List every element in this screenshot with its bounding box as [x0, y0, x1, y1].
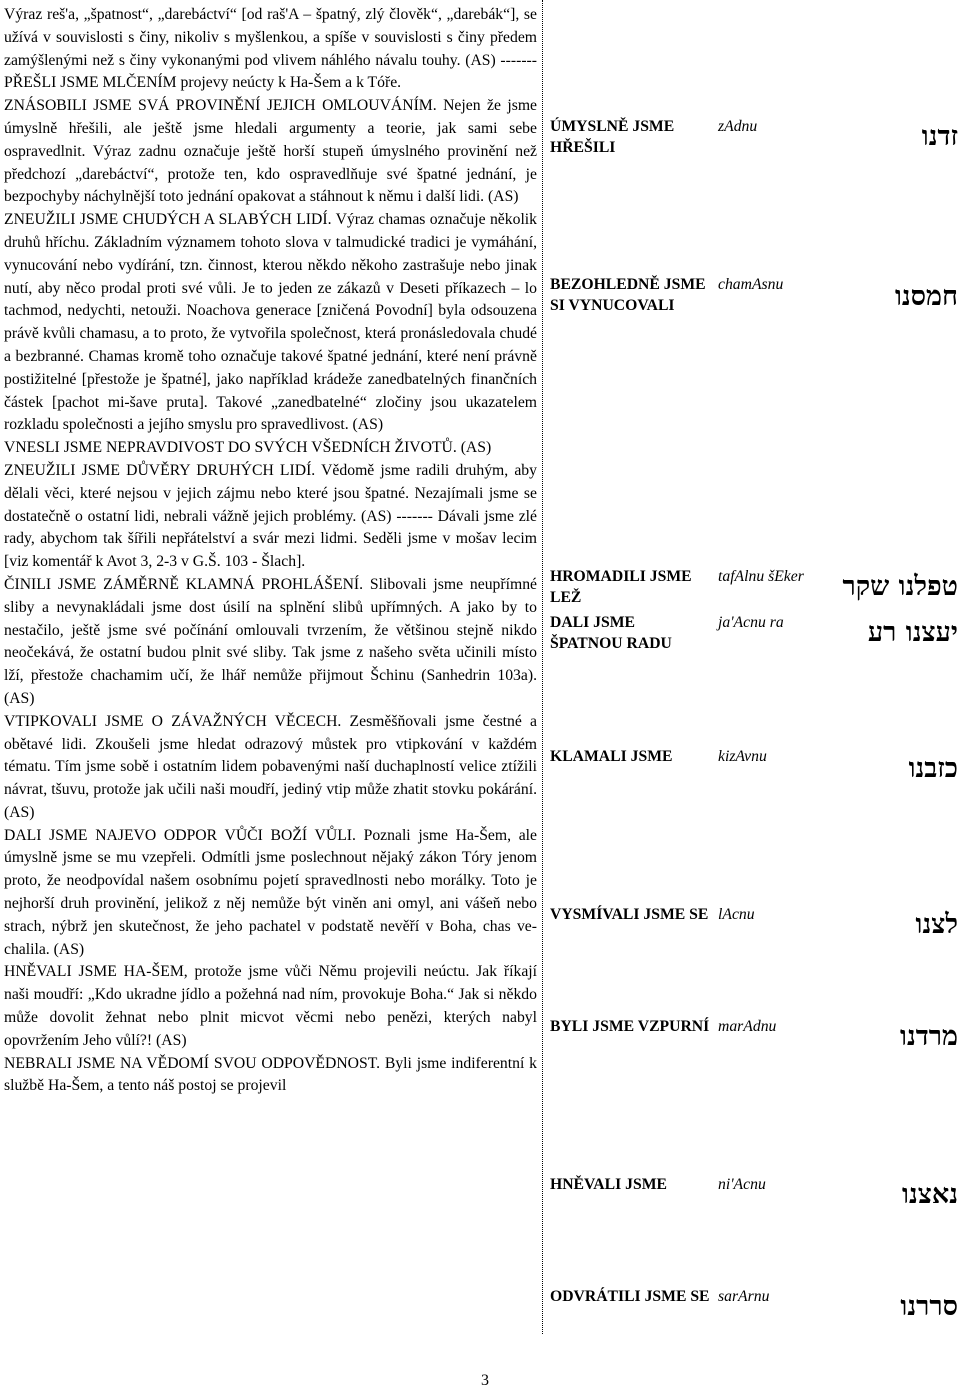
entry-czech-kizavnu: KLAMALI JSME	[550, 748, 673, 765]
commentary-column	[4, 4, 537, 1098]
paragraph-sararnu: NEBRALI JSME NA VĚDOMÍ SVOU ODPOVĚDNOST. Byli jsme indiferentní k službě Ha-Šem, a tento náš postoj se projevil	[4, 1054, 537, 1095]
entry-translit-kizavnu: kizAvnu	[718, 748, 767, 765]
entry-hebrew-tafalnu: טפלנו שקר	[842, 571, 958, 602]
entry-translit-maradnu: marAdnu	[718, 1018, 777, 1035]
entry-hebrew-jaacnu: יעצנו רע	[867, 617, 958, 648]
paragraph-zadnu: ZNÁSOBILI JSME SVÁ PROVINĚNÍ JEJICH OMLOUVÁNÍM. Nejen že jsme úmyslně hřešili, ale ještě jsme hledali argumenty a teorie, jak sami sebe ospravedlnit. Výraz zadnu označuje ještě horší stupeň úmyslného provinění než předchozí „darebáctví“, protože ten, kdo ospravedlňuje své špatné jednání, je bezpochyby náchylnější toto jednání opakovat a stáhnout k němu i další lidi. (AS)	[4, 97, 537, 206]
entry-hebrew-maradnu: מרדנו	[900, 1021, 958, 1052]
paragraph-kizavnu: ČINILI JSME ZÁMĚRNĚ KLAMNÁ PROHLÁŠENÍ. Slibovali jsme neupřímné sliby a nevynakládali jsme dost úsilí na splnění slibů upřímných. A jako by to nestačilo, ještě jsme své počínání omlouvali tvrzením, že většinou stejně nikdo neočekává, že ostatní budou plnit své sliby. Tak jsme z našeho světa učinili místo lží, přestože chachamim učí, že lhář nemůže přijmout Šchinu (Sanhedrin 103a). (AS)	[4, 575, 537, 707]
entry-translit-sararnu: sarArnu	[718, 1288, 770, 1305]
entry-translit-niacnu: ni'Acnu	[718, 1176, 766, 1193]
paragraph-lacnu: VTIPKOVALI JSME O ZÁVAŽNÝCH VĚCECH. Zesměšňovali jsme čestné a obětavé lidi. Zkoušeli jsme hledat odrazový můstek pro vtipkování v každém tématu. Tím jsme sobě i ostatním lidem pobavenými naší duchaplností velice ztížili návrat, tšuvu, protože jak učili naši moudří, jediný vtip může zhatit stovku pokárání. (AS)	[4, 712, 537, 821]
entry-translit-jaacnu: ja'Acnu ra	[718, 614, 784, 631]
paragraph-maradnu: DALI JSME NAJEVO ODPOR VŮČI BOŽÍ VŮLI. Poznali jsme Ha-Šem, ale úmyslně jsme se mu vzepřeli. Odmítli jsme poslechnout nějaký zákon Tóry jenom proto, že neodpovídal našem osobnímu pojetí spravedlnosti nebo morálky. Toto je nejhorší druh provinění, jelikož z něj nemůže být viněn ani omyl, ani vášeň nebo strach, nýbrž jen skutečnost, že jeho pachatel v podstatě nevěří v Boha, chas ve-chalila. (AS)	[4, 826, 537, 958]
entry-hebrew-sararnu: סררנו	[900, 1291, 958, 1322]
entry-czech-lacnu: VYSMÍVALI JSME SE	[550, 906, 709, 923]
paragraph-resa: Výraz reš'a, „špatnost“, „darebáctví“ [od raš'A – špatný, zlý člověk“, „darebák“], se užívá v souvislosti s činy, nikoliv s myšlenkou, a spíše v souvislosti s činy předem zamýšlenými než s činy vykonanými pod vlivem náhlého návalu touhy. (AS) ------- PŘEŠLI JSME MLČENÍM projevy neúcty k Ha-Šem a k Tóře.	[4, 6, 537, 92]
entry-hebrew-lacnu: לצנו	[915, 909, 958, 940]
entry-czech-maradnu: BYLI JSME VZPURNÍ	[550, 1018, 710, 1035]
paragraph-jaacnu: ZNEUŽILI JSME DŮVĚRY DRUHÝCH LIDÍ. Vědomě jsme radili druhým, aby dělali věci, které nejsou v jejich zájmu nebo které jsou špatné. Nezajímali jsme se dostatečně o ostatní lidi, nebrali vážně jejich problémy. (AS) ------- Dávali jsme zlé rady, abychom tak šířili nepřátelství a svár mezi lidmi. Seděli jsme v mošav lecim [viz komentář k Avot 3, 2-3 v G.Š. 103 - Šlach].	[4, 461, 537, 571]
column-divider	[542, 0, 544, 1334]
entry-hebrew-niacnu: נאצנו	[902, 1179, 958, 1210]
entry-hebrew-zadnu: זדנו	[921, 121, 958, 152]
entry-translit-zadnu: zAdnu	[718, 118, 758, 135]
entry-translit-tafalnu: tafAlnu šEker	[718, 568, 804, 585]
paragraph-tafalnu: VNESLI JSME NEPRAVDIVOST DO SVÝCH VŠEDNÍCH ŽIVOTŮ. (AS)	[4, 439, 492, 457]
entry-translit-lacnu: lAcnu	[718, 906, 755, 923]
paragraph-niacnu: HNĚVALI JSME HA-ŠEM, protože jsme vůči Němu projevili neúctu. Jak říkají naši moudří: „Kdo ukradne jídlo a požehná nad ním, provokuje Boha.“ Jak si někdo může dovolit žehnat nebo plnit micvot věcmi nebo penězi, kterých nabyl opovržením Jeho vůlí?! (AS)	[4, 963, 537, 1049]
entry-czech-niacnu: HNĚVALI JSME	[550, 1176, 667, 1193]
entry-czech-zadnu: ÚMYSLNĚ JSME HŘEŠILI	[550, 118, 675, 156]
entry-czech-tafalnu: HROMADILI JSME LEŽ	[550, 568, 692, 606]
page-number: 3	[481, 1372, 489, 1389]
entry-hebrew-chamasnu: חמסנו	[894, 281, 958, 312]
entry-czech-jaacnu: DALI JSME ŠPATNOU RADU	[550, 614, 672, 652]
entry-translit-chamasnu: chamAsnu	[718, 276, 784, 293]
paragraph-chamasnu: ZNEUŽILI JSME CHUDÝCH A SLABÝCH LIDÍ. Výraz chamas označuje několik druhů hříchu. Základním významem tohoto slova v talmudické tradici je vymáhání, vynucování nebo vydírání, tzn. činnost, kterou někdo někoho zastrašuje nebo jinak nutí, aby něco prodal proti své vůli. Je to jeden ze zákazů v Deseti příkazech – lo tachmod, nedychti, netouži. Noachova generace [zničená Povodní] byla odsouzena právě kvůli chamasu, a to proto, že vytvořila společnost, která pronásledovala chudé a bezbranné. Chamas kromě toho označuje takové špatné jednání, které není právně postižitelné [přestože je špatné], jako například krádeže zanedbatelných finančních částek [pachot mi-šave pruta]. Takové „zanedbatelné“ zločiny jsou ukazatelem rozkladu společnosti a jejího smyslu pro spravedlivost. (AS)	[4, 211, 537, 434]
entry-czech-sararnu: ODVRÁTILI JSME SE	[550, 1288, 710, 1305]
entry-hebrew-kizavnu: כזבנו	[908, 753, 958, 784]
entry-czech-chamasnu: BEZOHLEDNĚ JSME SI VYNUCOVALI	[550, 276, 706, 314]
